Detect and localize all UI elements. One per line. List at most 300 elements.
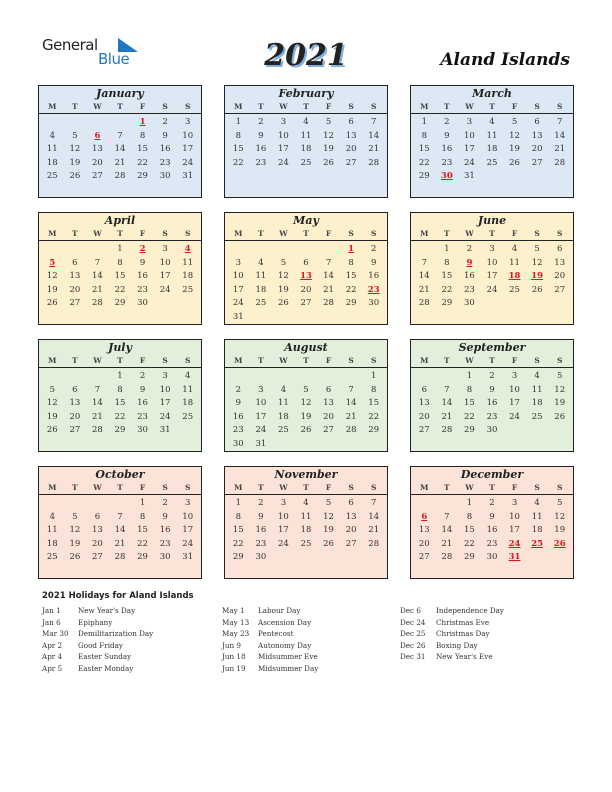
day-cell: 13 — [554, 257, 566, 268]
day-cell: 6 — [325, 384, 332, 395]
weekday-label: S — [162, 229, 168, 238]
weekday-label: W — [93, 229, 102, 238]
weekday-label: F — [139, 483, 146, 492]
day-cell: 16 — [464, 271, 475, 281]
day-cell: 16 — [486, 525, 498, 535]
day-cell: 8 — [139, 130, 146, 141]
day-cell: 16 — [137, 398, 148, 408]
day-cell: 4 — [534, 371, 540, 381]
day-cell: 2 — [235, 384, 241, 395]
empty-cell — [295, 370, 318, 384]
month-title: March — [472, 87, 512, 100]
day-cell: 1 — [235, 498, 241, 508]
weekday-label: S — [534, 483, 540, 492]
day-cell: 6 — [348, 117, 354, 127]
day-cell: 12 — [323, 511, 334, 522]
day-cell: 25 — [255, 298, 267, 308]
day-cell: 30 — [368, 298, 380, 308]
day-cell: 26 — [278, 298, 289, 308]
day-cell: 2 — [444, 117, 450, 127]
day-grid — [225, 368, 387, 451]
holiday-name: Demilitarization Day — [78, 629, 154, 638]
month-title: June — [477, 214, 507, 227]
weekday-label: T — [258, 229, 264, 238]
day-cell: 23 — [137, 411, 148, 422]
day-cell: 8 — [466, 511, 473, 522]
day-cell: 18 — [486, 144, 498, 154]
day-cell: 30 — [137, 298, 148, 308]
day-cell: 29 — [441, 298, 453, 308]
day-cell: 28 — [323, 298, 334, 308]
empty-cell — [64, 370, 87, 384]
day-cell: 12 — [278, 271, 289, 281]
day-cell: 2 — [258, 498, 264, 508]
weekday-label: M — [48, 229, 57, 238]
day-cell: 5 — [556, 371, 563, 381]
day-grid — [225, 495, 387, 565]
day-cell: 14 — [368, 511, 380, 522]
holiday-date: Apr 2 — [42, 640, 63, 650]
holiday-row — [222, 663, 318, 675]
day-cell: 4 — [511, 244, 518, 254]
weekday-label: F — [139, 356, 146, 365]
day-cell: 22 — [232, 538, 244, 549]
day-cell: 25 — [278, 425, 289, 435]
weekday-label: W — [465, 229, 474, 238]
weekday-label: F — [325, 483, 332, 492]
weekday-label: M — [420, 229, 429, 238]
day-cell: 5 — [72, 511, 78, 522]
day-cell: 25 — [300, 157, 312, 168]
weekday-label: M — [48, 356, 57, 365]
day-cell: 14 — [323, 271, 334, 281]
day-cell: 23 — [441, 157, 453, 168]
holiday-row — [222, 617, 318, 629]
holiday-day-cell: 26 — [553, 538, 566, 549]
day-cell: 26 — [509, 157, 520, 168]
day-cell: 23 — [255, 538, 267, 549]
month-title: February — [278, 87, 334, 100]
day-grid — [411, 114, 573, 184]
holiday-date: Jun 18 — [222, 652, 246, 661]
holiday-date: Jun 9 — [222, 640, 241, 650]
day-grid — [411, 368, 573, 438]
day-cell: 15 — [114, 398, 126, 408]
day-cell: 10 — [159, 384, 171, 395]
weekday-header — [411, 101, 573, 114]
day-cell: 26 — [69, 171, 81, 181]
holiday-name: Midsummer Eve — [258, 652, 318, 661]
empty-cell — [86, 370, 109, 384]
day-cell: 1 — [466, 498, 473, 508]
holiday-name: Boxing Day — [436, 640, 478, 650]
day-cell: 15 — [137, 144, 148, 154]
day-cell: 30 — [486, 552, 498, 562]
day-cell: 24 — [159, 284, 171, 295]
day-cell: 19 — [46, 411, 58, 422]
weekday-header — [411, 228, 573, 241]
day-cell: 8 — [444, 257, 450, 268]
weekday-label: F — [511, 229, 518, 238]
day-cell: 16 — [159, 144, 171, 154]
weekday-label: M — [234, 356, 243, 365]
day-cell: 3 — [258, 384, 264, 395]
empty-cell — [227, 243, 250, 257]
day-grid — [411, 241, 573, 311]
day-grid — [225, 241, 387, 324]
day-cell: 11 — [182, 257, 194, 268]
day-cell: 16 — [232, 411, 244, 422]
day-cell: 2 — [139, 371, 146, 381]
weekday-label: F — [511, 356, 518, 365]
day-cell: 3 — [184, 117, 191, 127]
day-cell: 29 — [114, 298, 126, 308]
day-cell: 23 — [255, 157, 267, 168]
holiday-day-cell: 6 — [421, 511, 428, 522]
month-title: August — [284, 341, 328, 354]
holiday-date: Dec 31 — [400, 652, 426, 661]
empty-cell — [41, 370, 64, 384]
day-cell: 13 — [323, 398, 334, 408]
day-cell: 9 — [258, 511, 264, 522]
day-cell: 14 — [114, 525, 126, 535]
day-cell: 20 — [300, 284, 312, 295]
weekday-label: S — [348, 229, 354, 238]
day-cell: 18 — [46, 538, 58, 549]
day-cell: 12 — [69, 525, 81, 535]
weekday-label: T — [258, 483, 264, 492]
weekday-label: M — [234, 483, 243, 492]
day-cell: 7 — [117, 511, 123, 522]
day-cell: 16 — [486, 398, 498, 408]
day-cell: 14 — [418, 271, 430, 281]
day-cell: 29 — [114, 425, 126, 435]
day-cell: 7 — [556, 117, 563, 127]
weekday-label: M — [48, 483, 57, 492]
day-cell: 18 — [300, 144, 312, 154]
weekday-label: W — [465, 483, 474, 492]
month-may — [224, 212, 388, 325]
weekday-label: T — [444, 102, 450, 111]
holiday-date: Dec 6 — [400, 606, 421, 615]
empty-cell — [64, 497, 87, 511]
day-cell: 24 — [486, 284, 498, 295]
day-cell: 3 — [235, 257, 241, 268]
day-cell: 2 — [258, 117, 264, 127]
day-cell: 18 — [46, 157, 58, 168]
day-cell: 27 — [418, 425, 430, 435]
weekday-header — [39, 482, 201, 495]
day-cell: 23 — [159, 157, 171, 168]
day-cell: 2 — [162, 498, 168, 508]
day-cell: 14 — [92, 271, 103, 281]
day-cell: 11 — [46, 144, 58, 154]
day-cell: 21 — [114, 538, 126, 549]
day-cell: 11 — [278, 398, 289, 408]
day-cell: 7 — [325, 257, 332, 268]
day-cell: 3 — [184, 498, 191, 508]
weekday-label: M — [48, 102, 57, 111]
day-cell: 21 — [345, 411, 357, 422]
day-cell: 31 — [182, 171, 194, 181]
day-cell: 11 — [486, 130, 498, 141]
month-july — [38, 339, 202, 452]
month-title: September — [458, 341, 526, 354]
day-cell: 26 — [46, 298, 58, 308]
day-cell: 10 — [509, 511, 520, 522]
day-cell: 17 — [232, 284, 244, 295]
day-cell: 25 — [300, 538, 312, 549]
day-cell: 23 — [159, 538, 171, 549]
month-june — [410, 212, 574, 325]
day-cell: 18 — [300, 525, 312, 535]
day-cell: 16 — [137, 271, 148, 281]
weekday-label: S — [556, 102, 563, 111]
day-cell: 23 — [486, 538, 498, 549]
day-cell: 15 — [441, 271, 453, 281]
day-cell: 15 — [345, 271, 357, 281]
holiday-name: Epiphany — [78, 617, 113, 627]
empty-cell — [272, 243, 295, 257]
day-cell: 14 — [441, 398, 453, 408]
day-cell: 15 — [137, 525, 148, 535]
day-cell: 24 — [182, 157, 194, 168]
day-cell: 6 — [348, 498, 354, 508]
weekday-label: F — [139, 229, 146, 238]
weekday-label: S — [556, 356, 563, 365]
day-cell: 10 — [486, 257, 498, 268]
weekday-label: T — [258, 356, 264, 365]
holiday-row — [42, 651, 153, 663]
empty-cell — [41, 243, 64, 257]
day-cell: 13 — [531, 130, 543, 141]
weekday-label: W — [93, 483, 102, 492]
weekday-label: T — [489, 102, 495, 111]
day-cell: 5 — [325, 498, 332, 508]
weekday-label: S — [348, 483, 354, 492]
day-cell: 30 — [486, 425, 498, 435]
holiday-day-cell: 31 — [508, 552, 521, 562]
day-cell: 25 — [531, 411, 543, 422]
holiday-row — [42, 605, 153, 617]
day-cell: 3 — [280, 498, 287, 508]
day-cell: 4 — [303, 117, 309, 127]
day-cell: 13 — [345, 130, 357, 141]
day-cell: 22 — [137, 157, 148, 168]
weekday-label: S — [370, 229, 377, 238]
weekday-label: T — [258, 102, 264, 111]
day-cell: 27 — [69, 425, 81, 435]
day-cell: 18 — [182, 398, 194, 408]
empty-cell — [109, 116, 132, 130]
holiday-name: Christmas Day — [436, 629, 490, 638]
day-cell: 27 — [69, 298, 81, 308]
day-cell: 29 — [368, 425, 380, 435]
day-cell: 31 — [159, 425, 171, 435]
day-cell: 7 — [421, 257, 427, 268]
holiday-day-cell: 19 — [531, 271, 544, 281]
day-grid — [225, 114, 387, 170]
day-cell: 12 — [46, 398, 58, 408]
weekday-label: S — [556, 483, 563, 492]
day-cell: 27 — [554, 284, 566, 295]
day-cell: 5 — [534, 244, 540, 254]
month-january — [38, 85, 202, 198]
day-cell: 11 — [300, 130, 312, 141]
day-cell: 11 — [509, 257, 520, 268]
holiday-day-cell: 4 — [184, 244, 191, 254]
day-cell: 20 — [323, 411, 334, 422]
day-cell: 1 — [117, 244, 123, 254]
month-november — [224, 466, 388, 579]
day-cell: 29 — [464, 552, 475, 562]
day-cell: 12 — [323, 130, 334, 141]
day-cell: 20 — [418, 538, 430, 549]
weekday-label: T — [303, 229, 309, 238]
weekday-label: S — [184, 483, 191, 492]
day-cell: 6 — [94, 511, 101, 522]
day-cell: 11 — [46, 525, 58, 535]
day-cell: 3 — [489, 244, 495, 254]
holiday-date: Mar 30 — [42, 629, 69, 638]
day-cell: 16 — [368, 271, 380, 281]
day-cell: 19 — [323, 144, 334, 154]
holiday-day-cell: 30 — [440, 171, 453, 181]
logo — [42, 36, 142, 72]
day-cell: 18 — [278, 411, 289, 422]
day-cell: 1 — [370, 371, 377, 381]
day-cell: 3 — [162, 371, 168, 381]
empty-cell — [272, 370, 295, 384]
day-cell: 11 — [300, 511, 312, 522]
weekday-label: T — [72, 483, 78, 492]
month-february — [224, 85, 388, 198]
holiday-name: New Year's Eve — [436, 652, 493, 661]
day-cell: 8 — [370, 384, 377, 395]
empty-cell — [250, 243, 273, 257]
weekday-label: S — [556, 229, 563, 238]
day-cell: 19 — [300, 411, 312, 422]
day-cell: 13 — [418, 398, 430, 408]
day-cell: 21 — [92, 411, 103, 422]
day-cell: 28 — [368, 157, 380, 168]
weekday-label: S — [162, 102, 168, 111]
day-cell: 9 — [444, 130, 450, 141]
holiday-date: Dec 24 — [400, 617, 426, 627]
day-cell: 26 — [69, 552, 81, 562]
weekday-label: F — [325, 356, 332, 365]
day-cell: 17 — [278, 144, 289, 154]
holiday-name: Independence Day — [436, 606, 504, 615]
day-cell: 24 — [278, 538, 289, 549]
day-cell: 2 — [489, 498, 495, 508]
weekday-header — [225, 482, 387, 495]
day-cell: 8 — [117, 257, 123, 268]
day-cell: 11 — [531, 511, 543, 522]
day-cell: 20 — [92, 157, 103, 168]
day-cell: 24 — [182, 538, 194, 549]
holiday-date: Dec 26 — [400, 640, 426, 650]
day-cell: 17 — [509, 398, 520, 408]
day-cell: 22 — [137, 538, 148, 549]
day-cell: 3 — [466, 117, 473, 127]
holiday-row — [42, 663, 153, 675]
day-cell: 9 — [139, 257, 146, 268]
day-cell: 13 — [69, 271, 81, 281]
day-cell: 23 — [486, 411, 498, 422]
holiday-row — [400, 651, 504, 663]
day-cell: 4 — [49, 130, 55, 141]
month-title: October — [95, 468, 145, 481]
weekday-label: S — [370, 356, 377, 365]
holiday-row — [222, 605, 318, 617]
day-cell: 22 — [464, 411, 475, 422]
day-cell: 26 — [323, 157, 334, 168]
day-cell: 27 — [531, 157, 543, 168]
weekday-label: T — [117, 229, 123, 238]
weekday-label: S — [534, 229, 540, 238]
day-cell: 1 — [444, 244, 450, 254]
day-cell: 25 — [182, 411, 194, 422]
day-cell: 1 — [117, 371, 123, 381]
day-cell: 19 — [509, 144, 520, 154]
day-cell: 1 — [421, 117, 427, 127]
empty-cell — [317, 243, 340, 257]
day-cell: 10 — [182, 511, 194, 522]
day-cell: 26 — [531, 284, 543, 295]
day-cell: 21 — [418, 284, 430, 295]
holiday-row — [222, 640, 318, 652]
day-cell: 24 — [159, 411, 171, 422]
day-cell: 8 — [235, 130, 241, 141]
day-cell: 27 — [345, 538, 357, 549]
weekday-label: M — [420, 102, 429, 111]
day-cell: 4 — [280, 384, 287, 395]
weekday-label: W — [279, 356, 288, 365]
holiday-day-cell: 2 — [139, 244, 146, 254]
country-title: Aland Islands — [440, 50, 570, 70]
empty-cell — [86, 243, 109, 257]
day-cell: 7 — [94, 257, 101, 268]
holiday-date: Apr 4 — [42, 652, 63, 661]
day-cell: 18 — [531, 525, 543, 535]
day-cell: 12 — [46, 271, 58, 281]
weekday-header — [225, 101, 387, 114]
day-cell: 28 — [114, 171, 126, 181]
holiday-column — [400, 605, 504, 663]
holiday-name: Christmas Eve — [436, 617, 490, 627]
day-cell: 20 — [69, 284, 81, 295]
day-cell: 30 — [159, 552, 171, 562]
month-title: July — [108, 341, 132, 354]
day-cell: 13 — [418, 525, 430, 535]
holiday-row — [42, 628, 153, 640]
day-cell: 6 — [72, 257, 78, 268]
empty-cell — [340, 370, 363, 384]
day-cell: 9 — [258, 130, 264, 141]
day-cell: 20 — [92, 538, 103, 549]
day-cell: 28 — [368, 538, 380, 549]
day-cell: 7 — [370, 498, 377, 508]
holiday-name: Ascension Day — [258, 617, 312, 627]
day-cell: 24 — [509, 411, 520, 422]
day-cell: 9 — [370, 257, 377, 268]
weekday-label: T — [489, 356, 495, 365]
day-cell: 29 — [345, 298, 357, 308]
day-cell: 20 — [531, 144, 543, 154]
day-cell: 19 — [69, 157, 81, 168]
weekday-header — [411, 482, 573, 495]
